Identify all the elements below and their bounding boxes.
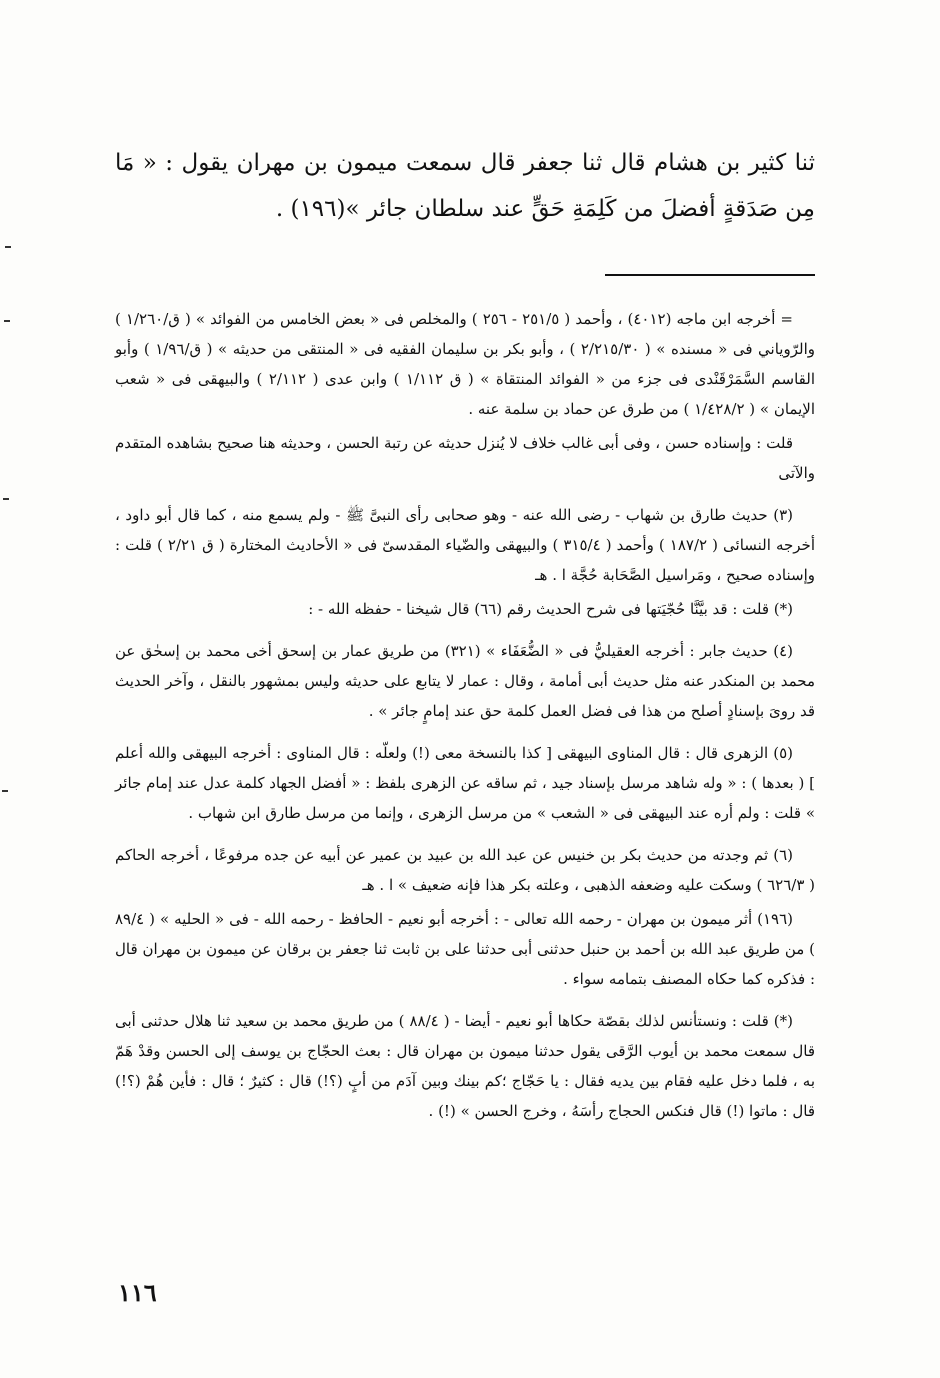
footnote-6: (٦) ثم وجدته من حديث بكر بن خنيس عن عبد الله بن عبيد بن عمير عن أبيه عن جده مرفوعًا ، أخرجه الحاكم ( ٦٢٦/٣ ) وسكت عليه وضعفه الذهبى ، وعلته بكر هذا فإنه ضعيف » ا . هـ (115, 846, 815, 894)
margin-mark (4, 320, 10, 322)
footnotes (115, 304, 815, 1126)
footnote-editor-note-2: (*) قلت : ونستأنس لذلك بقصّة حكاها أبو نعيم - أيضا - ( ٨٨/٤ ) من طريق محمد بن سعيد ثنا هلال حدثنى أبى قال سمعت محمد بن أيوب الرَّقى يقول حدثنا ميمون بن مهران قال : بعث الحجّاج بن يوسف إلى الحسن وقدْ هَمّ به ، فلما دخل عليه فقام بين يديه فقال : يا حَجّاج ؛كم بينك وبين آدَم من أبٍ (؟!) قال : كثيرٌ ؛ قال : فأين هُمْ (؟!) قال : ماتوا (!) قال فنكس الحجاج رأسَهُ ، وخرج الحسن » (!) . (115, 1012, 815, 1120)
margin-mark (3, 498, 9, 500)
footnote-196: (١٩٦) أثر ميمون بن مهران - رحمه الله تعالى - : أخرجه أبو نعيم - الحافظ - رحمه الله - فى « الحليه » ( ٨٩/٤ ) من طريق عبد الله بن أحمد بن حنبل حدثنى أبى حدثنا على بن ثابت ثنا جعفر بن برقان عن ميمون بن مهران قال : فذكره كما حكاه المصنف بتمامه سواء . (115, 910, 815, 988)
main-text: ثنا كثير بن هشام قال ثنا جعفر قال سمعت ميمون بن مهران يقول : « مَا مِن صَدَقةٍ أفضلَ من كَلِمَةِ حَقٍّ عند سلطان جائر »(١٩٦) . (115, 150, 815, 222)
footnote-4: (٤) حديث جابر : أخرجه العقيليُّ فى « الضُّعَفَاء » (٣٢١) من طريق عمار بن إسحق أخى محمد بن إسحٰق عن محمد بن المنكدر عنه مثل حديث أبى أمامة ، وقال : عمار لا يتابع على حديثه وليس بمشهور بالنقل ، وآخر الحديث قد روىَ بإسنادٍ أصلح من هذا فى فضل العمل كلمة حق عند إمامٍ جائر » . (115, 642, 815, 720)
page-body (115, 140, 815, 1138)
footnote-separator (605, 274, 815, 276)
footnote-5: (٥) الزهرى قال : قال المناوى البيهقى [ كذا بالنسخة معى (!) ولعلّه : قال المناوى : أخرجه البيهقى والله أعلم ] ( بعدها ) : « وله شاهد مرسل بإسناد جيد ، ثم ساقه عن الزهرى بلفظ : « أفضل الجهاد كلمة عدل عند إمام جائر » قلت : ولم أره عند البيهقى فى « الشعب » من مرسل الزهرى ، وإنما من مرسل طارق ابن شهاب . (115, 744, 815, 822)
footnote-3: (٣) حديث طارق بن شهاب - رضى الله عنه - وهو صحابى رأى النبىَّ ﷺ - ولم يسمع منه ، كما قال أبو داود ، أخرجه النسائى ( ١٨٧/٢ ) وأحمد ( ٣١٥/٤ ) والبيهقى والضّياء المقدسىّ فى « الأحاديث المختارة ( ق ٢/٢١ ) قلت : وإسناده صحيح ، ومَراسيل الصَّحَابة حُجَّة ا . هـ (115, 506, 815, 584)
page-number: ١١٦ (118, 1278, 157, 1307)
margin-mark (5, 246, 11, 248)
footnote-editor-note: (*) قلت : قد بيَّنَّا حُجّيَتها فى شرح الحديث رقم (٦٦) قال شيخنا - حفظه الله - : (308, 600, 793, 618)
footnote-note: قلت : وإسناده حسن ، وفى أبى غالب خلاف لا يُنزل حديثه عن رتبة الحسن ، وحديثه هنا صحيح بشاهده المتقدم والآتى (115, 434, 815, 482)
margin-mark (2, 790, 8, 792)
footnote-continuation: = أخرجه ابن ماجه (٤٠١٢) ، وأحمد ( ٢٥١/٥ - ٢٥٦ ) والمخلص فى « بعض الخامس من الفوائد » ( ق/١/٢٦٠ ) والرّوياني فى « مسنده » ( ٢/٢١٥/٣٠ ) ، وأبو بكر بن سليمان الفقيه فى « المنتقى من حديثه » ( ق/١/٩٦ ) وأبو القاسم السَّمَرْقَنْدى فى جزء من « الفوائد المنتقاة » ( ق ١/١١٢ ) وابن عدى ( ٢/١١٢ ) والبيهقى فى « شعب الإيمان » ( ١/٤٢٨/٢ ) من طرق عن حماد بن سلمة عنه . (115, 310, 815, 418)
